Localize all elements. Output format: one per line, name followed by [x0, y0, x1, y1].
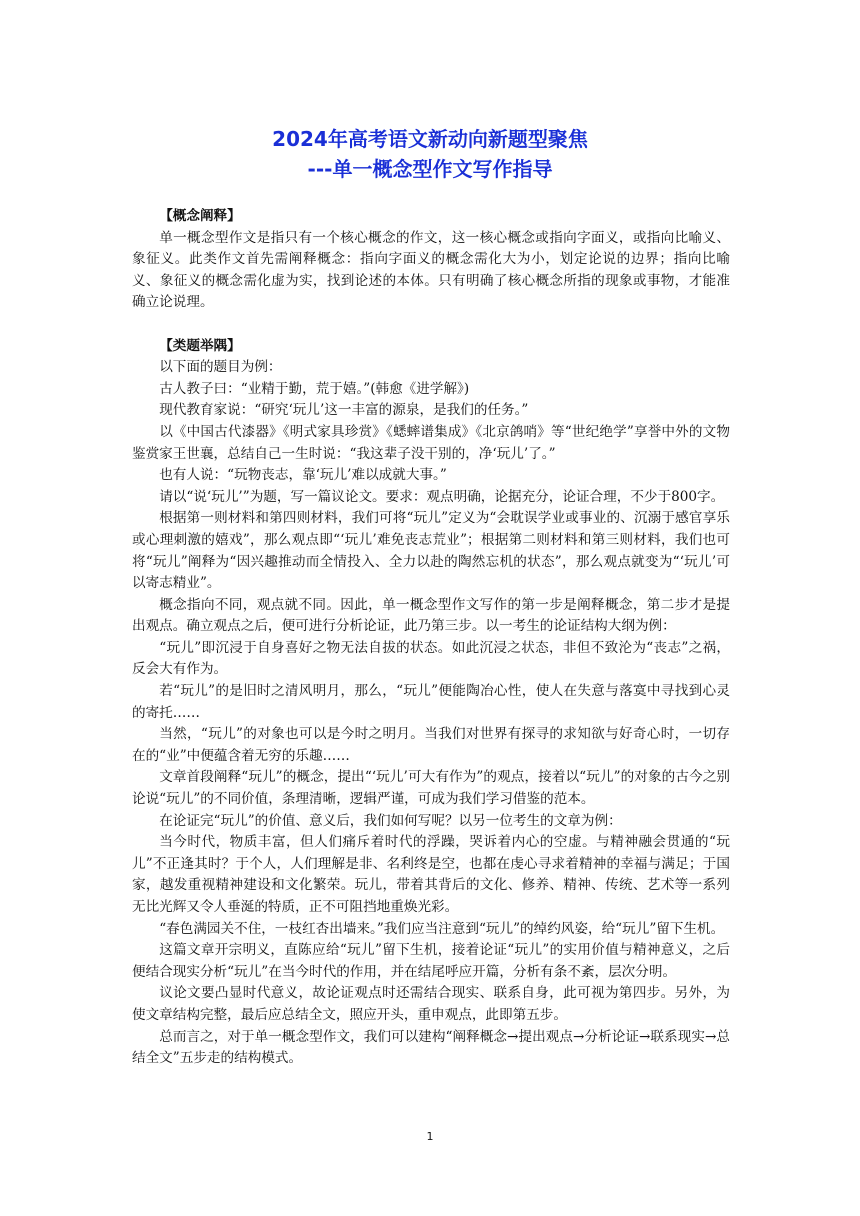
- paragraph: 议论文要凸显时代意义，故论证观点时还需结合现实、联系自身，此可视为第四步。另外，为使文章结构完整，最后应总结全文，照应开头，重申观点，此即第五步。: [132, 985, 730, 1023]
- page-number: 1: [426, 1130, 434, 1143]
- paragraph: 概念指向不同，观点就不同。因此，单一概念型作文写作的第一步是阐释概念，第二步才是提出观点。确立观点之后，便可进行分析论证，此乃第三步。以一考生的论证结构大纲为例：: [132, 596, 730, 635]
- paragraph: 当今时代，物质丰富，但人们痛斥着时代的浮躁，哭诉着内心的空虚。与精神融会贯通的“玩儿”不正逢其时？于个人，人们理解是非、名利终是空，也都在虔心寻求着精神的幸福与满足；于国家，越发重视精神建设和文化繁荣。玩儿，带着其背后的文化、修养、精神、传统、艺术等一系列无比光辉又令人垂涎的特质，正不可阻挡地重焕光彩。: [132, 834, 730, 915]
- paragraph: 以《中国古代漆器》《明式家具珍赏》《蟋蟀谱集成》《北京鸽哨》等“世纪绝学”享誉中外的文物鉴赏家王世襄，总结自己一生时说：“我这辈子没干别的，净‘玩儿’了。”: [132, 423, 730, 462]
- paragraph: 根据第一则材料和第四则材料，我们可将“玩儿”定义为“会耽误学业或事业的、沉溺于感官享乐或心理刺激的嬉戏”，那么观点即“‘玩儿’难免丧志荒业”；根据第二则材料和第三则材料，我们也可将“玩儿”阐释为“因兴趣推动而全情投入、全力以赴的陶然忘机的状态”，那么观点就变为“‘玩儿’可以寄志精业”。: [132, 510, 730, 592]
- document-title: 2024年高考语文新动向新题型聚焦: [272, 127, 588, 151]
- section-heading-examples: 【类题举隅】: [159, 337, 241, 354]
- section-heading-concept: 【概念阐释】: [159, 208, 241, 224]
- examples-body: [132, 357, 730, 1070]
- paragraph: 这篇文章开宗明义，直陈应给“玩儿”留下生机，接着论证“玩儿”的实用价值与精神意义，之后便结合现实分析“玩儿”在当今时代的作用，并在结尾呼应开篇，分析有条不紊，层次分明。: [132, 942, 730, 980]
- document-body: [132, 206, 730, 1070]
- paragraph: 文章首段阐释“玩儿”的概念，提出“‘玩儿’可大有作为”的观点，接着以“玩儿”的对象的古今之别论说“玩儿”的不同价值，条理清晰，逻辑严谨，可成为我们学习借鉴的范本。: [132, 769, 730, 808]
- paragraph: 现代教育家说：“研究‘玩儿’这一丰富的源泉，是我们的任务。”: [159, 402, 529, 419]
- paragraph-spacer: [132, 314, 730, 336]
- paragraph: 当然，“玩儿”的对象也可以是今时之明月。当我们对世界有探寻的求知欲与好奇心时，一切存在的“业”中便蕴含着无穷的乐趣……: [132, 726, 730, 764]
- paragraph: 也有人说：“玩物丧志，靠‘玩儿’难以成就大事。”: [159, 467, 447, 484]
- paragraph: “玩儿”即沉浸于自身喜好之物无法自拔的状态。如此沉浸之状态，非但不致沦为“丧志”之祸，反会大有作为。: [132, 639, 730, 678]
- paragraph: 总而言之，对于单一概念型作文，我们可以建构“阐释概念→提出观点→分析论证→联系现实→总结全文”五步走的结构模式。: [132, 1028, 730, 1067]
- paragraph: 单一概念型作文是指只有一个核心概念的作文，这一核心概念或指向字面义，或指向比喻义、象征义。此类作文首先需阐释概念：指向字面义的概念需化大为小，划定论说的边界；指向比喻义、象征义的概念需化虚为实，找到论述的本体。只有明确了核心概念所指的现象或事物，才能准确立论说理。: [132, 229, 730, 311]
- paragraph: 请以“说‘玩儿’”为题，写一篇议论文。要求：观点明确，论据充分，论证合理，不少于800字。: [159, 488, 725, 505]
- paragraph: 古人教子曰：“业精于勤，荒于嬉。”(韩愈《进学解》): [159, 380, 470, 397]
- paragraph: 若“玩儿”的是旧时之清风明月，那么，“玩儿”便能陶冶心性，使人在失意与落寞中寻找到心灵的寄托……: [132, 683, 730, 721]
- paragraph: 在论证完“玩儿”的价值、意义后，我们如何写呢？以另一位考生的文章为例：: [159, 812, 622, 829]
- document-subtitle: ---单一概念型作文写作指导: [307, 157, 553, 181]
- paragraph: “春色满园关不住，一枝红杏出墙来。”我们应当注意到“玩儿”的绰约风姿，给“玩儿”留下生机。: [159, 920, 725, 937]
- paragraph: 以下面的题目为例：: [159, 359, 282, 376]
